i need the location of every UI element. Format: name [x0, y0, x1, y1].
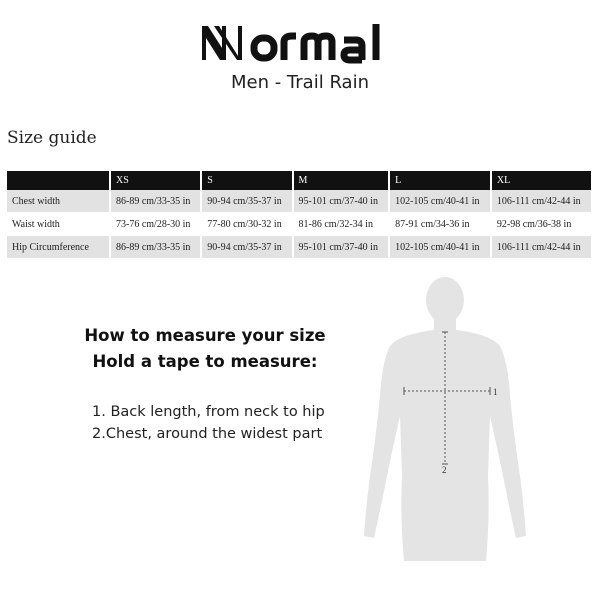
- table-cell: 92-98 cm/36-38 in: [492, 213, 591, 236]
- step-number: 1.: [92, 404, 106, 420]
- table-cell: 106-111 cm/42-44 in: [492, 190, 591, 213]
- measure-instructions-heading: [60, 323, 350, 375]
- size-table-header: [7, 171, 591, 190]
- size-guide-title: Size guide: [7, 128, 97, 148]
- list-item: [92, 401, 325, 423]
- measure-heading-line-1: How to measure your size: [84, 326, 326, 345]
- header-cell-s: S: [202, 171, 291, 190]
- table-cell: 102-105 cm/40-41 in: [390, 190, 490, 213]
- measure-heading-line-2: Hold a tape to measure:: [92, 352, 318, 371]
- table-cell: 77-80 cm/30-32 in: [202, 213, 291, 236]
- table-cell: 90-94 cm/35-37 in: [202, 236, 291, 259]
- header-cell-m: M: [294, 171, 389, 190]
- marker-1: 1: [493, 387, 498, 397]
- row-label: Waist width: [7, 213, 109, 236]
- table-cell: 95-101 cm/37-40 in: [294, 190, 389, 213]
- table-cell: 102-105 cm/40-41 in: [390, 236, 490, 259]
- step-text: Back length, from neck to hip: [110, 404, 325, 420]
- row-label: Hip Circumference: [7, 236, 109, 259]
- table-cell: 90-94 cm/35-37 in: [202, 190, 291, 213]
- table-row: [7, 213, 591, 236]
- step-text: Chest, around the widest part: [105, 426, 323, 442]
- table-row: [7, 236, 591, 259]
- table-cell: 86-89 cm/33-35 in: [111, 236, 200, 259]
- product-subtitle: Men - Trail Rain: [230, 72, 369, 93]
- table-cell: 95-101 cm/37-40 in: [294, 236, 389, 259]
- header-cell-blank: [7, 171, 109, 190]
- table-cell: 81-86 cm/32-34 in: [294, 213, 389, 236]
- body-measurement-figure: [350, 276, 540, 561]
- header-cell-xs: XS: [111, 171, 200, 190]
- measure-steps-list: [92, 401, 325, 445]
- logo-text: NNormal: [200, 22, 205, 23]
- row-label: Chest width: [7, 190, 109, 213]
- marker-2: 2: [442, 465, 447, 475]
- table-cell: 87-91 cm/34-36 in: [390, 213, 490, 236]
- size-table: [5, 171, 593, 259]
- table-cell: 73-76 cm/28-30 in: [111, 213, 200, 236]
- header-cell-l: L: [390, 171, 490, 190]
- table-row: [7, 190, 591, 213]
- table-cell: 86-89 cm/33-35 in: [111, 190, 200, 213]
- table-cell: 106-111 cm/42-44 in: [492, 236, 591, 259]
- header-cell-xl: XL: [492, 171, 591, 190]
- nnormal-logo: [200, 22, 410, 64]
- step-number: 2.: [92, 426, 106, 442]
- list-item: [92, 423, 325, 445]
